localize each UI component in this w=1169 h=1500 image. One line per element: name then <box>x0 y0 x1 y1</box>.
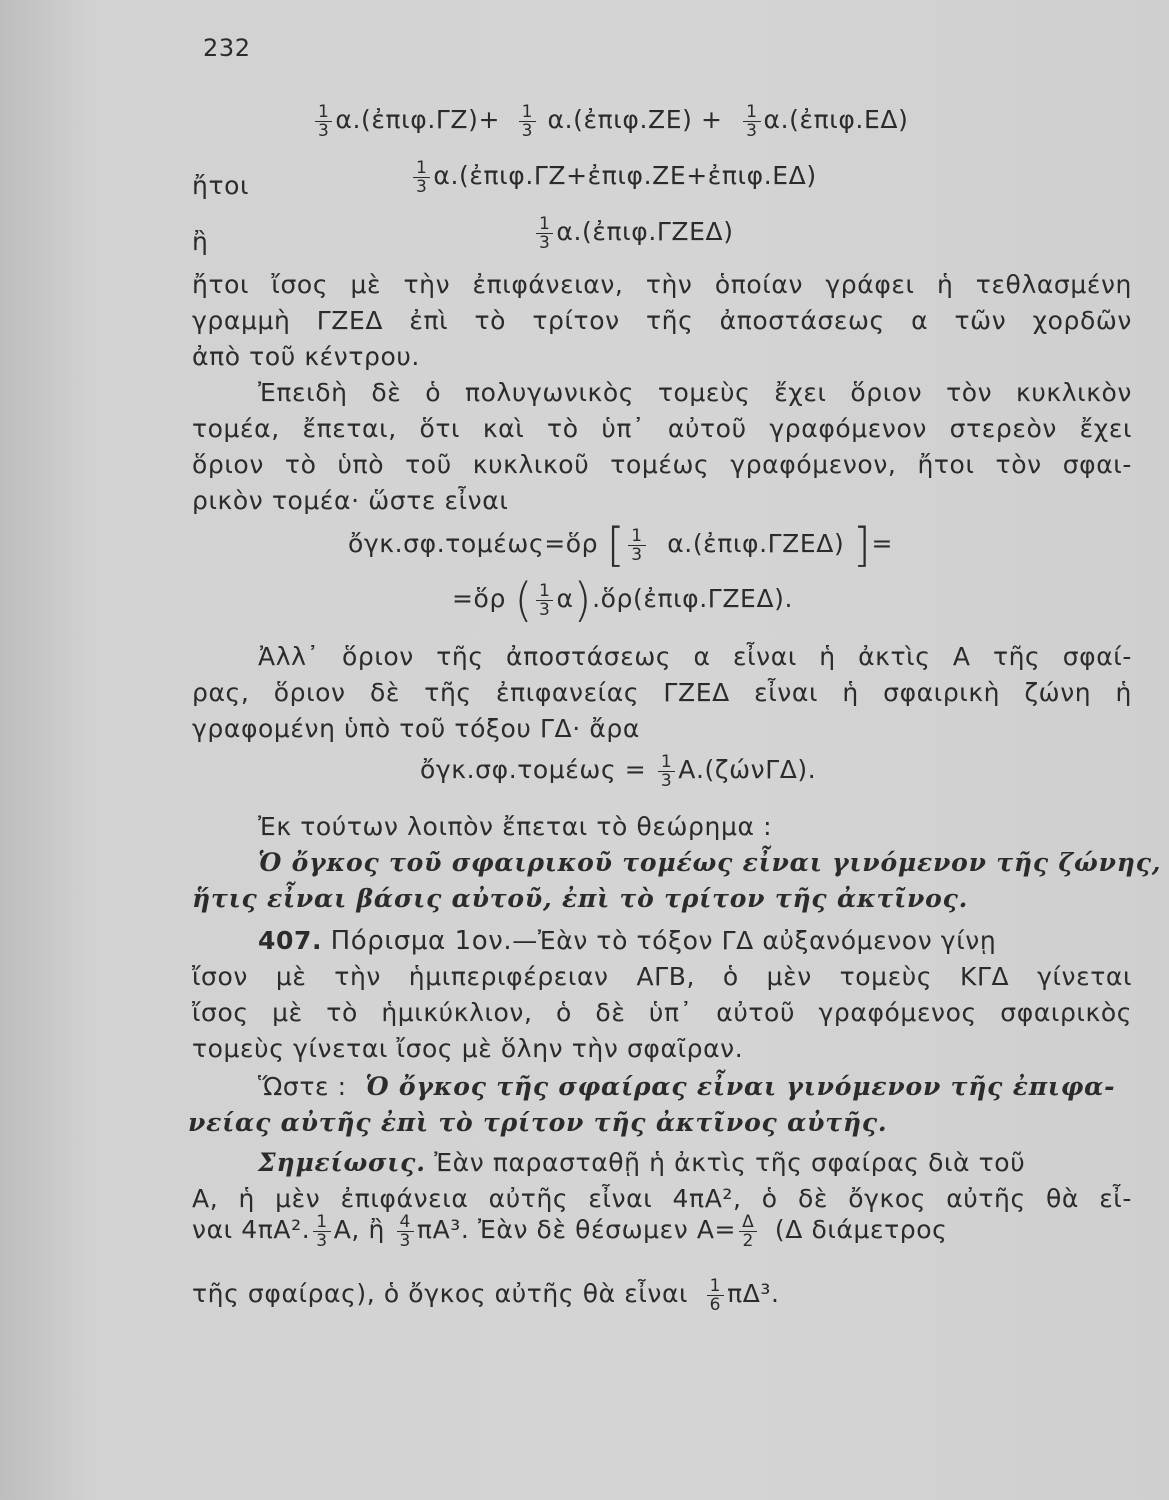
paragraph-line: γραμμὴ ΓΖΕΔ ἐπὶ τὸ τρίτον τῆς ἀποστάσεως α τῶν χορδῶν <box>192 306 1132 335</box>
paragraph-line: ρικὸν τομέα· ὥστε εἶναι <box>192 486 509 515</box>
fraction-one-third: $\frac{1}{3}$ <box>628 527 645 564</box>
equation-sum-of-parts: $\frac{1}{3}$ α.(ἐπιφ.ΓΖ)+ $\frac{1}{3}$ α.(ἐπιφ.ΖΕ) + $\frac{1}{3}$ α.(ἐπιφ.ΕΔ) <box>312 102 908 140</box>
paragraph-line: ἀπὸ τοῦ κέντρου. <box>192 342 420 371</box>
paragraph-line: ὅριον τὸ ὑπὸ τοῦ κυκλικοῦ τομέως γραφόμενον, ἤτοι τὸν σφαι- <box>192 450 1132 479</box>
section-title: Πόρισμα 1ον. <box>330 926 513 956</box>
fraction-one-third: $\frac{1}{3}$ <box>313 1213 330 1250</box>
equation-label-etoi: ἤτοι <box>192 171 250 200</box>
equation-label-or: ἢ <box>192 227 209 256</box>
equation-limit-volume: ὄγκ.σφ.τομέως=ὅρ [ $\frac{1}{3}$ α.(ἐπιφ.ΓΖΕΔ) ]= <box>348 518 894 572</box>
paragraph-line: Ἐκ τούτων λοιπὸν ἔπεται τὸ θεώρημα : <box>258 812 773 841</box>
fraction-one-third: $\frac{1}{3}$ <box>658 753 675 790</box>
equation-sector-volume: ὄγκ.σφ.τομέως = $\frac{1}{3}$ Α.(ζώνΓΔ). <box>420 751 817 791</box>
theorem-line: ἥτις εἶναι βάσις αὐτοῦ, ἐπὶ τὸ τρίτον τῆς ἀκτῖνος. <box>192 884 969 913</box>
conclusion-line: Ὥστε : Ὁ ὄγκος τῆς σφαίρας εἶναι γινόμενον τῆς ἐπιφα- <box>258 1072 1116 1101</box>
paragraph-line: Ἀλλ᾿ ὅριον τῆς ἀποστάσεως α εἶναι ἡ ἀκτὶς Α τῆς σφαί- <box>258 642 1132 671</box>
fraction-one-sixth: $\frac{1}{6}$ <box>707 1277 724 1314</box>
paragraph-line: τομεὺς γίνεται ἴσος μὲ ὅλην τὴν σφαῖραν. <box>192 1034 744 1063</box>
fraction-one-third: $\frac{1}{3}$ <box>536 215 553 252</box>
equation-total-surface: $\frac{1}{3}$ α.(ἐπιφ.ΓΖΕΔ) <box>533 214 734 252</box>
section-number: 407. <box>258 926 323 955</box>
note-final-line: τῆς σφαίρας), ὁ ὄγκος αὐτῆς θὰ εἶναι $\frac{1}{6}$ πΔ³. <box>192 1275 780 1315</box>
paragraph-line: ρας, ὅριον δὲ τῆς ἐπιφανείας ΓΖΕΔ εἶναι ἡ σφαιρικὴ ζώνη ἡ <box>192 678 1132 707</box>
paragraph-line: ἴσον μὲ τὴν ἡμιπεριφέρειαν ΑΓΒ, ὁ μὲν τομεὺς ΚΓΔ γίνεται <box>192 962 1132 991</box>
fraction-one-third: $\frac{1}{3}$ <box>743 103 760 140</box>
paragraph-line: ἴσος μὲ τὸ ἡμικύκλιον, ὁ δὲ ὑπ᾿ αὐτοῦ γραφόμενος σφαιρικὸς <box>192 998 1132 1027</box>
note-formula-line: ναι 4πΑ². $\frac{1}{3}$ Α, ἢ $\frac{4}{3}$ πΑ³. Ἐὰν δὲ θέσωμεν Α= $\frac{\Delta}{2}$ (Δ διάμετρος <box>192 1211 948 1251</box>
equation-combined-surfaces: $\frac{1}{3}$ α.(ἐπιφ.ΓΖ+ἐπιφ.ΖΕ+ἐπιφ.ΕΔ) <box>410 158 817 196</box>
fraction-four-thirds: $\frac{4}{3}$ <box>397 1213 414 1250</box>
page-number: 232 <box>203 34 251 62</box>
theorem-line: Ὁ ὄγκος τοῦ σφαιρικοῦ τομέως εἶναι γινόμενον τῆς ζώνης, <box>258 848 1162 877</box>
paragraph-line: ἤτοι ἴσος μὲ τὴν ἐπιφάνειαν, τὴν ὁποίαν γράφει ἡ τεθλασμένη <box>192 270 1132 299</box>
note-line: Σημείωσις. Ἐὰν παρασταθῇ ἡ ἀκτὶς τῆς σφαίρας διὰ τοῦ <box>258 1148 1026 1177</box>
paragraph-line: τομέα, ἔπεται, ὅτι καὶ τὸ ὑπ᾿ αὐτοῦ γραφόμενον στερεὸν ἔχει <box>192 414 1132 443</box>
fraction-delta-half: $\frac{\Delta}{2}$ <box>739 1213 757 1250</box>
paragraph-line: Α, ἡ μὲν ἐπιφάνεια αὐτῆς εἶναι 4πΑ², ὁ δὲ ὄγκος αὐτῆς θὰ εἶ- <box>192 1184 1132 1213</box>
fraction-one-third: $\frac{1}{3}$ <box>519 103 536 140</box>
paragraph-line: γραφομένη ὑπὸ τοῦ τόξου ΓΔ· ἄρα <box>192 714 640 743</box>
section-407-heading-line: 407. Πόρισμα 1ον.—Ἐὰν τὸ τόξον ΓΔ αὐξανόμενον γίνῃ <box>258 926 997 956</box>
note-label: Σημείωσις. <box>258 1148 426 1177</box>
fraction-one-third: $\frac{1}{3}$ <box>315 103 332 140</box>
fraction-one-third: $\frac{1}{3}$ <box>413 159 430 196</box>
paragraph-line: Ἐπειδὴ δὲ ὁ πολυγωνικὸς τομεὺς ἔχει ὅριον τὸν κυκλικὸν <box>258 378 1132 407</box>
fraction-one-third: $\frac{1}{3}$ <box>536 582 553 619</box>
conclusion-line: νείας αὐτῆς ἐπὶ τὸ τρίτον τῆς ἀκτῖνος αὐτῆς. <box>188 1108 888 1137</box>
equation-limit-product: =ὅρ ( $\frac{1}{3}$ α).ὅρ(ἐπιφ.ΓΖΕΔ). <box>452 573 794 627</box>
